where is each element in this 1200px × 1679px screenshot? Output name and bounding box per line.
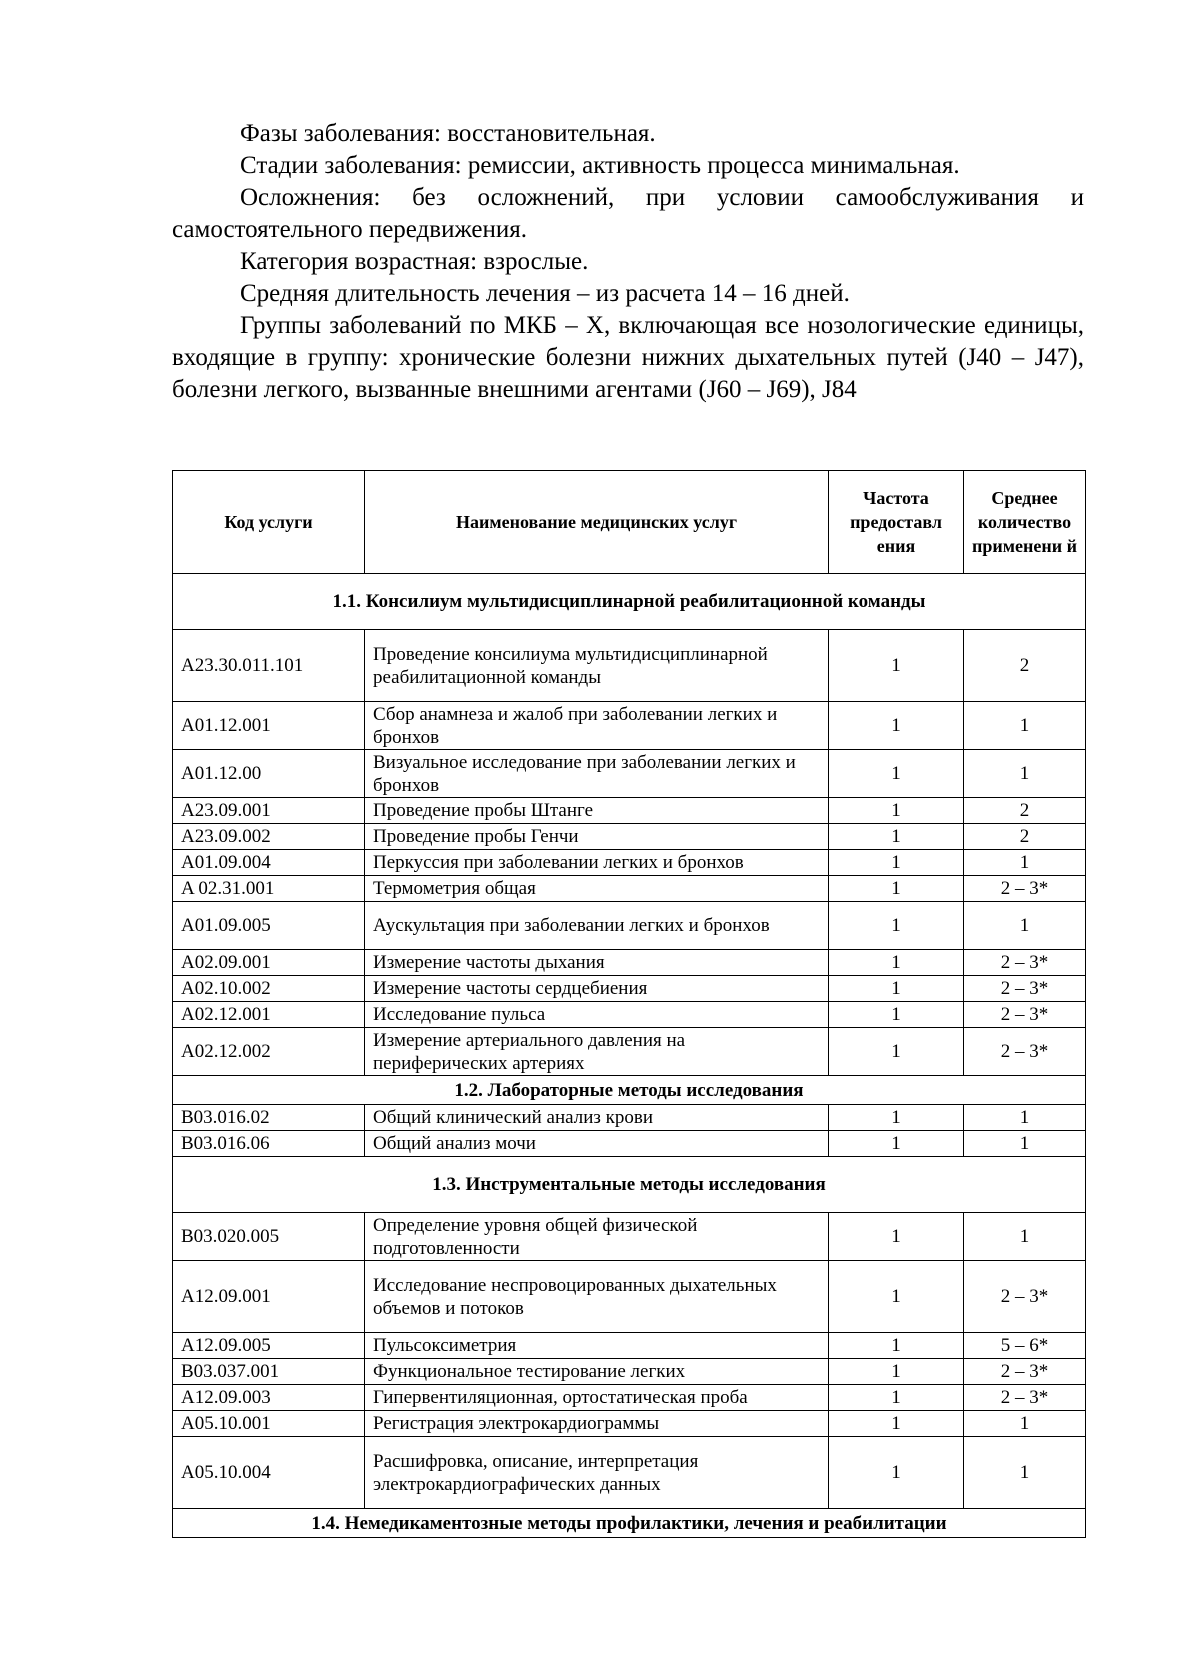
table-row xyxy=(173,798,1086,824)
table-row xyxy=(173,1002,1086,1028)
service-average-count: 2 – 3* xyxy=(964,1028,1086,1076)
table-row xyxy=(173,976,1086,1002)
service-frequency: 1 xyxy=(829,876,964,902)
service-frequency: 1 xyxy=(829,1131,964,1157)
service-code: A05.10.001 xyxy=(173,1411,365,1437)
service-name: Визуальное исследование при заболевании легких и бронхов xyxy=(365,750,829,798)
service-name: Общий анализ мочи xyxy=(365,1131,829,1157)
service-code: A01.12.001 xyxy=(173,702,365,750)
treatment-duration: Средняя длительность лечения – из расчета 14 – 16 дней. xyxy=(240,280,850,307)
table-row xyxy=(173,1213,1086,1261)
service-name: Сбор анамнеза и жалоб при заболевании легких и бронхов xyxy=(365,702,829,750)
services-table xyxy=(172,470,1086,1538)
service-name: Определение уровня общей физической подготовленности xyxy=(365,1213,829,1261)
table-row xyxy=(173,1385,1086,1411)
service-name: Расшифровка, описание, интерпретация электрокардиографических данных xyxy=(365,1437,829,1509)
service-code: B03.016.02 xyxy=(173,1105,365,1131)
table-row xyxy=(173,1359,1086,1385)
service-name: Исследование пульса xyxy=(365,1002,829,1028)
service-name: Аускультация при заболевании легких и бронхов xyxy=(365,902,829,950)
service-code: B03.016.06 xyxy=(173,1131,365,1157)
table-row xyxy=(173,950,1086,976)
service-name: Функциональное тестирование легких xyxy=(365,1359,829,1385)
table-header-row xyxy=(173,471,1086,574)
service-frequency: 1 xyxy=(829,1213,964,1261)
section-row xyxy=(173,1157,1086,1213)
service-name: Исследование неспровоцированных дыхательных объемов и потоков xyxy=(365,1261,829,1333)
table-row xyxy=(173,1261,1086,1333)
service-name: Термометрия общая xyxy=(365,876,829,902)
table-row xyxy=(173,876,1086,902)
service-average-count: 2 xyxy=(964,798,1086,824)
service-code: A12.09.003 xyxy=(173,1385,365,1411)
service-frequency: 1 xyxy=(829,1105,964,1131)
header-name: Наименование медицинских услуг xyxy=(365,471,829,574)
service-frequency: 1 xyxy=(829,850,964,876)
service-frequency: 1 xyxy=(829,1385,964,1411)
service-name: Перкуссия при заболевании легких и бронхов xyxy=(365,850,829,876)
service-code: B03.020.005 xyxy=(173,1213,365,1261)
service-name: Измерение частоты дыхания xyxy=(365,950,829,976)
service-frequency: 1 xyxy=(829,824,964,850)
service-code: A01.09.004 xyxy=(173,850,365,876)
service-average-count: 2 xyxy=(964,824,1086,850)
disease-groups: Группы заболеваний по МКБ – X, включающая все нозологические единицы, входящие в группу: хронические болезни нижних дыхательных путей (J40 – J47), болезни легкого, вызванные внешними агентами (J60 – J69), J84 xyxy=(172,312,1084,403)
service-frequency: 1 xyxy=(829,798,964,824)
section-title: 1.2. Лабораторные методы исследования xyxy=(173,1076,1086,1105)
service-average-count: 2 – 3* xyxy=(964,876,1086,902)
service-frequency: 1 xyxy=(829,950,964,976)
table-row xyxy=(173,1131,1086,1157)
service-average-count: 1 xyxy=(964,902,1086,950)
service-frequency: 1 xyxy=(829,1028,964,1076)
table-row xyxy=(173,750,1086,798)
section-row xyxy=(173,1076,1086,1105)
service-name: Проведение пробы Штанге xyxy=(365,798,829,824)
service-frequency: 1 xyxy=(829,976,964,1002)
header-average-count: Среднее количество применени й xyxy=(964,471,1086,574)
service-name: Проведение консилиума мультидисциплинарной реабилитационной команды xyxy=(365,630,829,702)
service-frequency: 1 xyxy=(829,902,964,950)
service-name: Пульсоксиметрия xyxy=(365,1333,829,1359)
service-code: A02.10.002 xyxy=(173,976,365,1002)
table-row xyxy=(173,1437,1086,1509)
service-code: A02.12.002 xyxy=(173,1028,365,1076)
service-frequency: 1 xyxy=(829,1261,964,1333)
service-name: Общий клинический анализ крови xyxy=(365,1105,829,1131)
service-code: A23.30.011.101 xyxy=(173,630,365,702)
table-row xyxy=(173,1411,1086,1437)
service-code: B03.037.001 xyxy=(173,1359,365,1385)
service-average-count: 1 xyxy=(964,702,1086,750)
service-code: A02.09.001 xyxy=(173,950,365,976)
service-frequency: 1 xyxy=(829,1002,964,1028)
age-category: Категория возрастная: взрослые. xyxy=(240,248,589,275)
table-row xyxy=(173,1105,1086,1131)
service-average-count: 1 xyxy=(964,1105,1086,1131)
service-code: A01.12.00 xyxy=(173,750,365,798)
service-code: A02.12.001 xyxy=(173,1002,365,1028)
service-code: A23.09.001 xyxy=(173,798,365,824)
service-average-count: 2 – 3* xyxy=(964,1385,1086,1411)
service-average-count: 2 – 3* xyxy=(964,976,1086,1002)
complications: Осложнения: без осложнений, при условии самообслуживания и самостоятельного передвижения. xyxy=(172,184,1084,243)
header-code: Код услуги xyxy=(173,471,365,574)
service-code: A01.09.005 xyxy=(173,902,365,950)
header-frequency: Частота предоставл ения xyxy=(829,471,964,574)
service-frequency: 1 xyxy=(829,1333,964,1359)
table-row xyxy=(173,850,1086,876)
service-name: Измерение артериального давления на периферических артериях xyxy=(365,1028,829,1076)
service-frequency: 1 xyxy=(829,630,964,702)
service-average-count: 1 xyxy=(964,750,1086,798)
service-code: A23.09.002 xyxy=(173,824,365,850)
table-row xyxy=(173,1333,1086,1359)
service-name: Регистрация электрокардиограммы xyxy=(365,1411,829,1437)
disease-stage: Стадии заболевания: ремиссии, активность процесса минимальная. xyxy=(240,152,960,179)
table-row xyxy=(173,824,1086,850)
service-code: A 02.31.001 xyxy=(173,876,365,902)
service-code: A12.09.001 xyxy=(173,1261,365,1333)
service-average-count: 2 – 3* xyxy=(964,950,1086,976)
service-name: Измерение частоты сердцебиения xyxy=(365,976,829,1002)
section-title: 1.4. Немедикаментозные методы профилактики, лечения и реабилитации xyxy=(173,1509,1086,1538)
service-average-count: 1 xyxy=(964,850,1086,876)
service-average-count: 1 xyxy=(964,1411,1086,1437)
disease-phase: Фазы заболевания: восстановительная. xyxy=(240,120,656,147)
service-frequency: 1 xyxy=(829,1437,964,1509)
service-average-count: 1 xyxy=(964,1213,1086,1261)
section-title: 1.3. Инструментальные методы исследования xyxy=(173,1157,1086,1213)
intro-text xyxy=(172,118,1084,406)
table-row xyxy=(173,902,1086,950)
service-frequency: 1 xyxy=(829,750,964,798)
table-body xyxy=(173,574,1086,1538)
table-row xyxy=(173,702,1086,750)
service-name: Проведение пробы Генчи xyxy=(365,824,829,850)
service-frequency: 1 xyxy=(829,1411,964,1437)
section-row xyxy=(173,574,1086,630)
service-code: A12.09.005 xyxy=(173,1333,365,1359)
service-frequency: 1 xyxy=(829,1359,964,1385)
service-average-count: 1 xyxy=(964,1437,1086,1509)
table-row xyxy=(173,630,1086,702)
service-name: Гипервентиляционная, ортостатическая проба xyxy=(365,1385,829,1411)
section-title: 1.1. Консилиум мультидисциплинарной реабилитационной команды xyxy=(173,574,1086,630)
section-row xyxy=(173,1509,1086,1538)
service-average-count: 2 – 3* xyxy=(964,1261,1086,1333)
service-average-count: 5 – 6* xyxy=(964,1333,1086,1359)
service-average-count: 2 xyxy=(964,630,1086,702)
service-average-count: 2 – 3* xyxy=(964,1359,1086,1385)
service-average-count: 2 – 3* xyxy=(964,1002,1086,1028)
table-row xyxy=(173,1028,1086,1076)
service-frequency: 1 xyxy=(829,702,964,750)
service-average-count: 1 xyxy=(964,1131,1086,1157)
service-code: A05.10.004 xyxy=(173,1437,365,1509)
